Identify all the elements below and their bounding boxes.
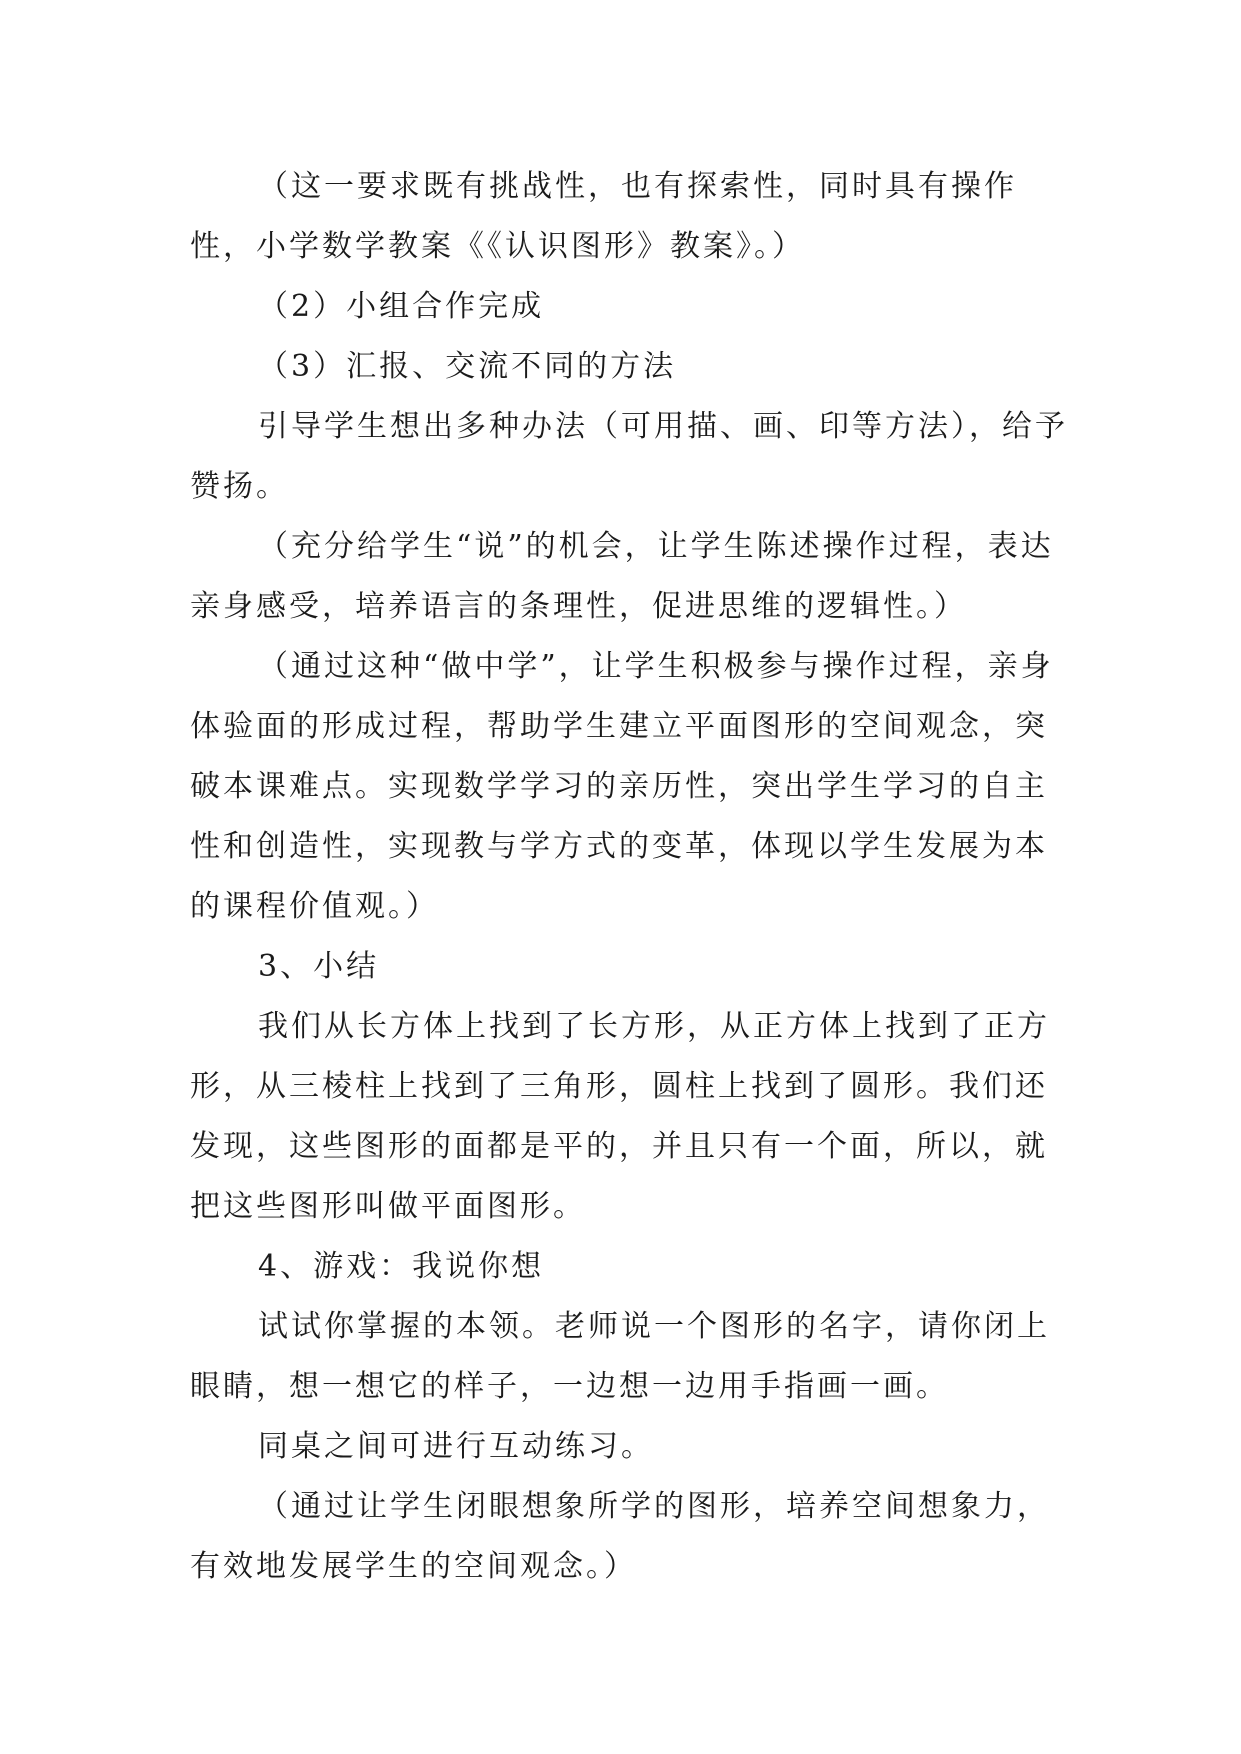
document-body	[190, 157, 1070, 1597]
paragraph-summary: 我们从长方体上找到了长方形，从正方体上找到了正方形，从三棱柱上找到了三角形，圆柱上找到了圆形。我们还发现，这些图形的面都是平的，并且只有一个面，所以，就把这些图形叫做平面图形。	[190, 1009, 1050, 1224]
paragraph-step-3: （3）汇报、交流不同的方法	[258, 349, 677, 384]
section-heading-game: 4、游戏：我说你想	[258, 1249, 545, 1284]
paragraph-note-speak: （充分给学生“说”的机会，让学生陈述操作过程，表达亲身感受，培养语言的条理性，促进思维的逻辑性。）	[190, 529, 1054, 624]
section-heading-summary: 3、小结	[258, 949, 380, 984]
paragraph-note-learning-by-doing: （通过这种“做中学”，让学生积极参与操作过程，亲身体验面的形成过程，帮助学生建立平面图形的空间观念，突破本课难点。实现数学学习的亲历性，突出学生学习的自主性和创造性，实现教与学方式的变革，体现以学生发展为本的课程价值观。）	[190, 649, 1054, 924]
paragraph-pair-practice: 同桌之间可进行互动练习。	[258, 1429, 654, 1464]
paragraph-game-instructions: 试试你掌握的本领。老师说一个图形的名字，请你闭上眼睛，想一想它的样子，一边想一边用手指画一画。	[190, 1309, 1050, 1404]
paragraph-step-2: （2）小组合作完成	[258, 289, 545, 324]
paragraph-note-imagination: （通过让学生闭眼想象所学的图形，培养空间想象力，有效地发展学生的空间观念。）	[190, 1489, 1050, 1584]
paragraph-guide-methods: 引导学生想出多种办法（可用描、画、印等方法），给予赞扬。	[190, 409, 1068, 504]
paragraph-note-challenge: （这一要求既有挑战性，也有探索性，同时具有操作性，小学数学教案《《认识图形》教案》。）	[190, 169, 1017, 264]
